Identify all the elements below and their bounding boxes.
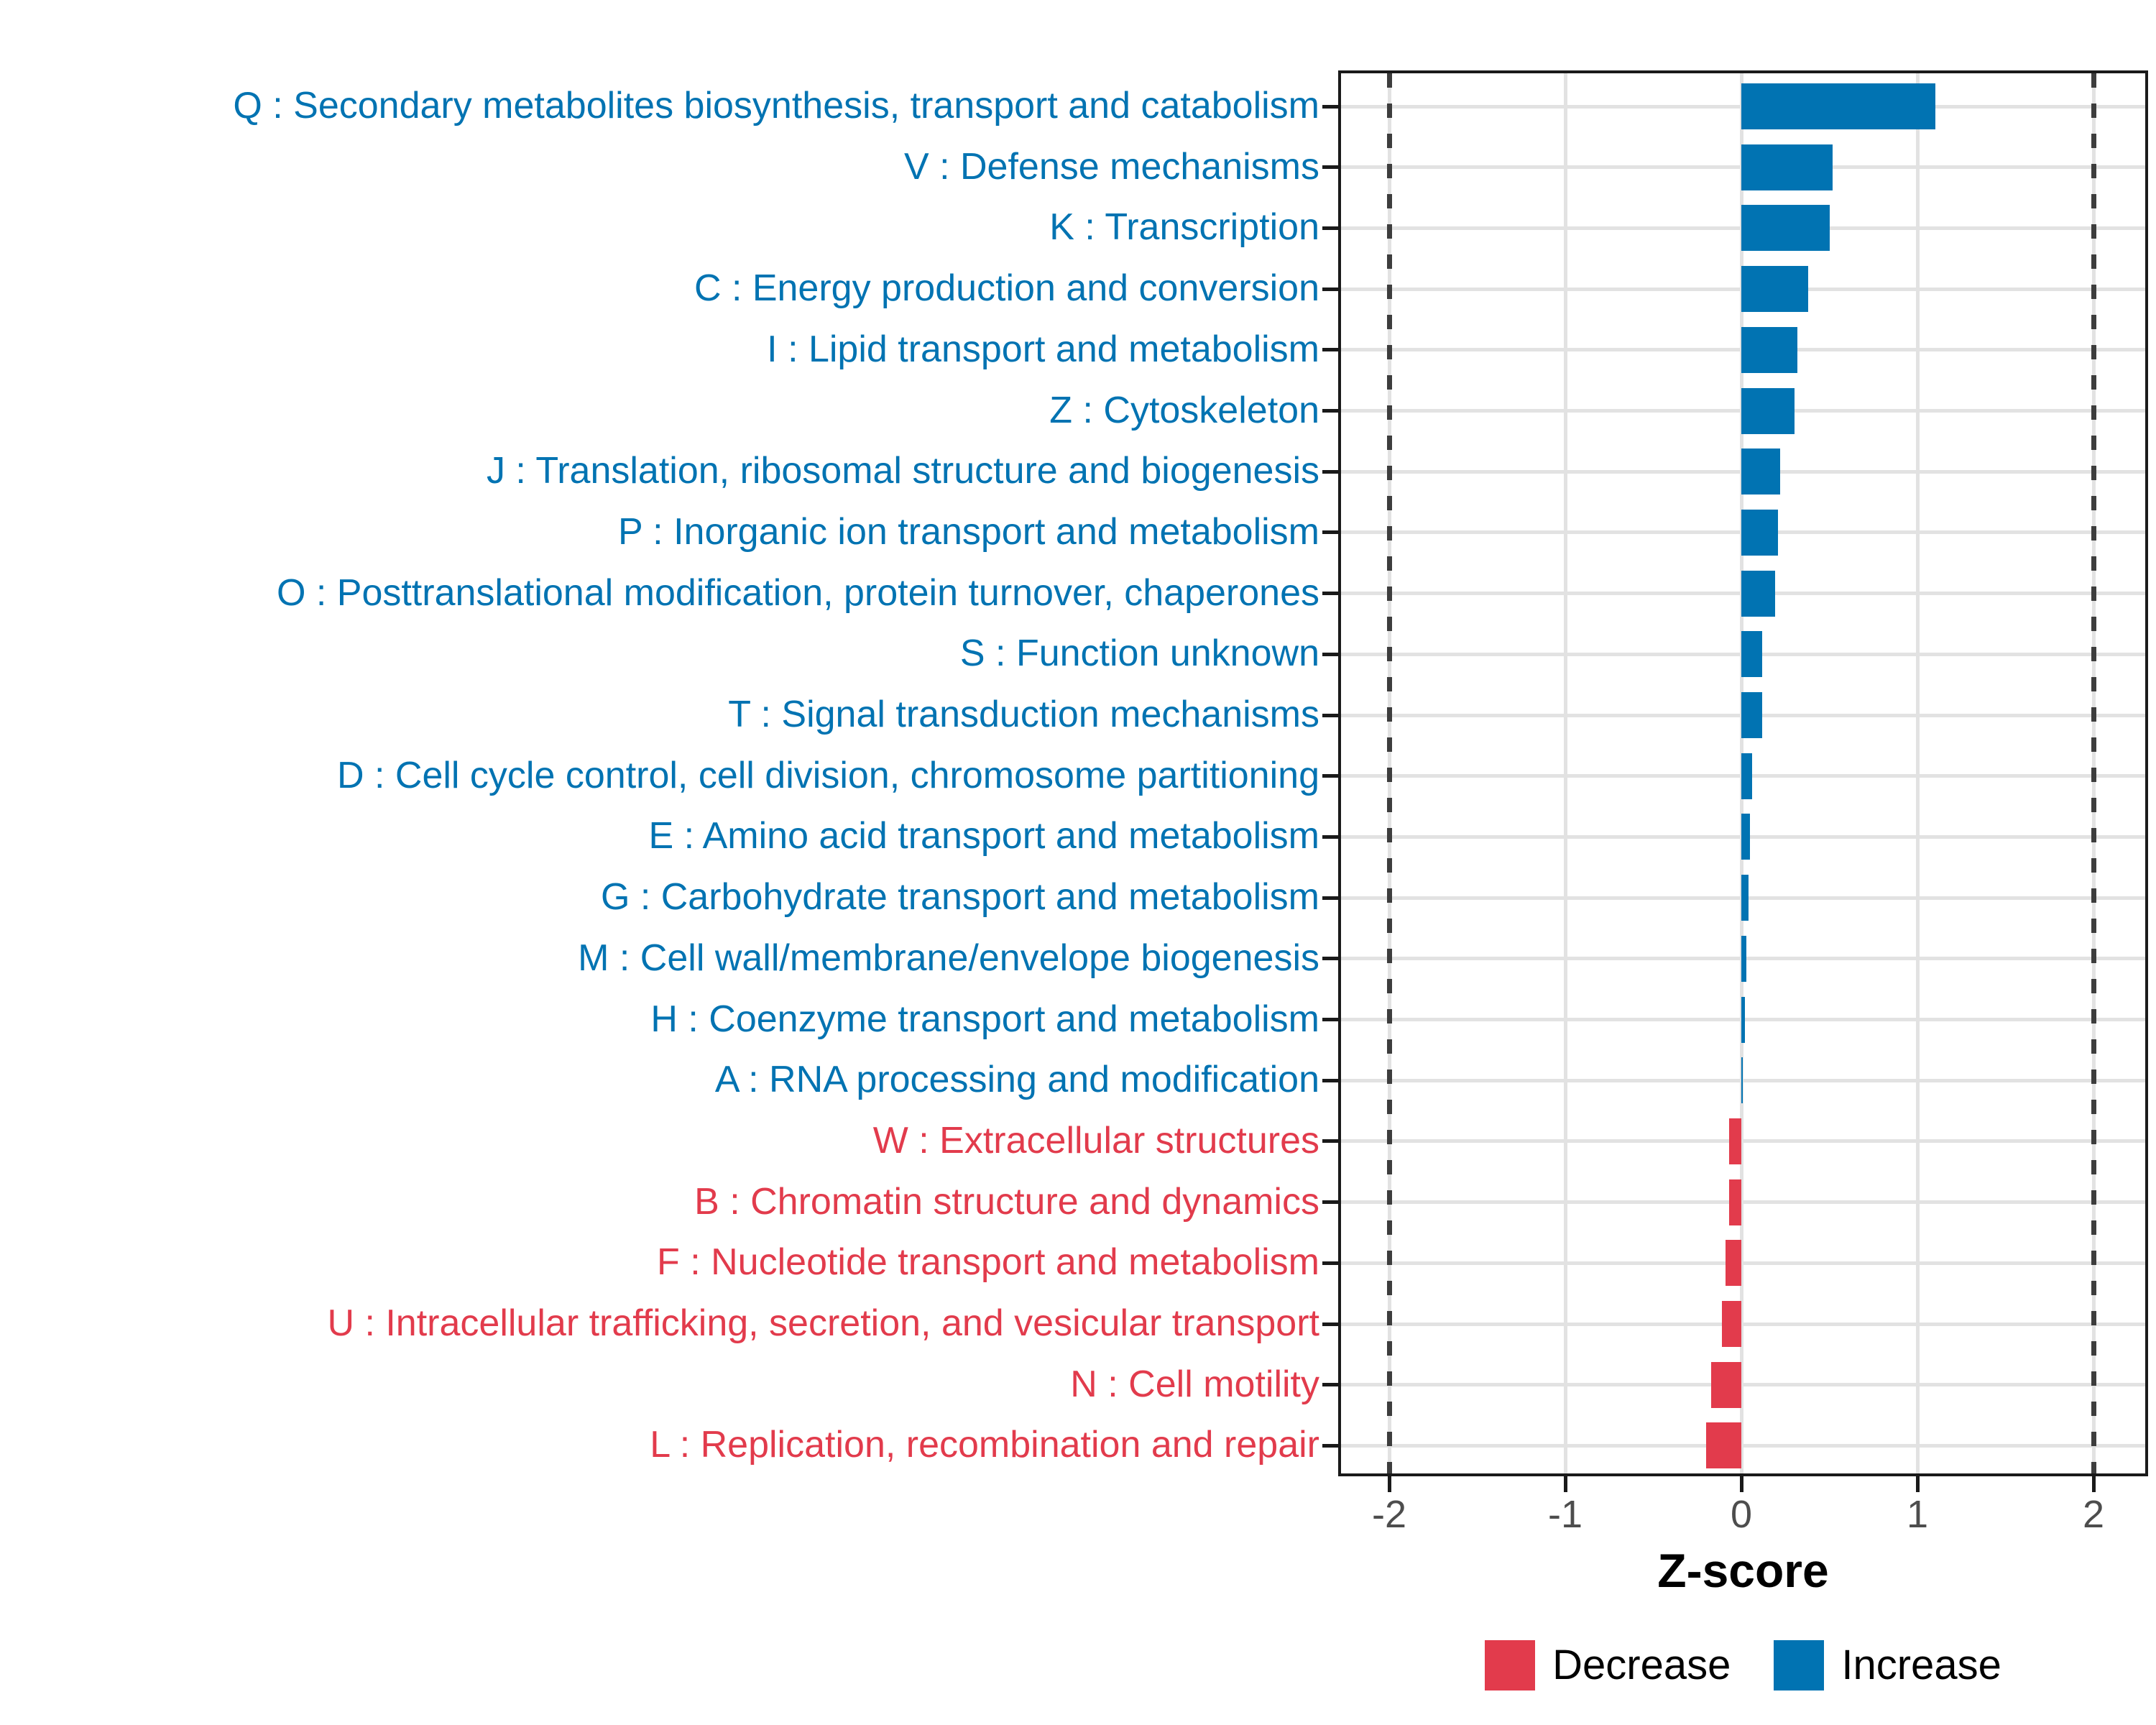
category-label: B : Chromatin structure and dynamics — [694, 1180, 1319, 1223]
y-tick-mark — [1322, 774, 1338, 778]
y-tick-mark — [1322, 1322, 1338, 1326]
x-tick-mark — [2092, 1476, 2096, 1492]
x-tick-mark — [1916, 1476, 1920, 1492]
category-label: F : Nucleotide transport and metabolism — [657, 1241, 1319, 1284]
bar — [1741, 1057, 1743, 1103]
bar — [1741, 83, 1935, 129]
bar — [1741, 388, 1795, 434]
bar — [1741, 205, 1830, 251]
category-label: S : Function unknown — [959, 632, 1319, 675]
reference-line-dashed — [2091, 73, 2096, 1473]
grid-line-horizontal — [1341, 1079, 2145, 1082]
y-tick-mark — [1322, 714, 1338, 717]
category-label: U : Intracellular trafficking, secretion, and vesicular transport — [327, 1302, 1319, 1344]
category-label: T : Signal transduction mechanisms — [728, 693, 1319, 735]
category-label: J : Translation, ribosomal structure and biogenesis — [486, 450, 1319, 492]
y-tick-mark — [1322, 1200, 1338, 1204]
category-label: K : Transcription — [1049, 206, 1319, 249]
bar — [1741, 814, 1750, 860]
legend-swatch-decrease — [1485, 1640, 1535, 1690]
y-tick-mark — [1322, 592, 1338, 595]
bar — [1706, 1422, 1741, 1468]
category-label: C : Energy production and conversion — [694, 267, 1319, 310]
y-tick-mark — [1322, 1139, 1338, 1143]
legend-label-decrease: Decrease — [1552, 1642, 1731, 1688]
x-tick-label: 0 — [1730, 1493, 1753, 1536]
bar — [1741, 144, 1833, 190]
category-label: H : Coenzyme transport and metabolism — [650, 998, 1319, 1040]
grid-line-horizontal — [1341, 1200, 2145, 1204]
grid-line-vertical — [1916, 73, 1920, 1473]
category-label: V : Defense mechanisms — [903, 145, 1319, 188]
category-label: E : Amino acid transport and metabolism — [648, 815, 1319, 857]
grid-line-horizontal — [1341, 1322, 2145, 1326]
bar — [1729, 1118, 1741, 1164]
x-axis-title: Z-score — [1657, 1544, 1829, 1597]
y-tick-mark — [1322, 288, 1338, 291]
y-tick-mark — [1322, 105, 1338, 109]
category-label: A : RNA processing and modification — [714, 1059, 1319, 1101]
legend-label-increase: Increase — [1841, 1642, 2001, 1688]
y-tick-mark — [1322, 1444, 1338, 1448]
x-tick-mark — [1388, 1476, 1391, 1492]
x-tick-label: 1 — [1906, 1493, 1929, 1536]
y-tick-mark — [1322, 835, 1338, 839]
category-label: D : Cell cycle control, cell division, chromosome partitioning — [337, 754, 1319, 796]
y-tick-mark — [1322, 1261, 1338, 1265]
y-tick-mark — [1322, 957, 1338, 960]
category-label: O : Posttranslational modification, protein turnover, chaperones — [276, 571, 1319, 614]
legend — [1338, 1640, 2148, 1690]
bar — [1729, 1179, 1741, 1225]
bar — [1741, 875, 1749, 921]
bar — [1741, 266, 1808, 312]
x-tick-mark — [1740, 1476, 1743, 1492]
bar — [1741, 997, 1745, 1043]
bar — [1722, 1301, 1741, 1347]
category-label: M : Cell wall/membrane/envelope biogenesis — [578, 937, 1319, 979]
category-label: G : Carbohydrate transport and metabolism — [600, 876, 1319, 919]
y-tick-mark — [1322, 1079, 1338, 1082]
y-tick-mark — [1322, 348, 1338, 351]
grid-line-horizontal — [1341, 1261, 2145, 1265]
y-tick-mark — [1322, 226, 1338, 230]
x-tick-mark — [1564, 1476, 1567, 1492]
plot-panel — [1338, 70, 2148, 1476]
category-label: I : Lipid transport and metabolism — [767, 328, 1319, 370]
bar — [1741, 692, 1762, 738]
grid-line-horizontal — [1341, 1383, 2145, 1386]
category-label: L : Replication, recombination and repair — [650, 1424, 1319, 1466]
x-tick-label: 2 — [2082, 1493, 2105, 1536]
bar — [1741, 631, 1762, 677]
x-tick-label: -1 — [1547, 1493, 1583, 1536]
bar — [1741, 327, 1797, 373]
legend-swatch-increase — [1774, 1640, 1824, 1690]
category-label: P : Inorganic ion transport and metabolism — [617, 510, 1319, 553]
category-label: W : Extracellular structures — [872, 1119, 1319, 1162]
category-label: Q : Secondary metabolites biosynthesis, transport and catabolism — [233, 84, 1319, 126]
bar — [1741, 753, 1752, 799]
category-label: Z : Cytoskeleton — [1049, 389, 1319, 431]
grid-line-horizontal — [1341, 1444, 2145, 1448]
bar — [1711, 1362, 1741, 1408]
y-tick-mark — [1322, 530, 1338, 534]
y-tick-mark — [1322, 470, 1338, 474]
y-tick-mark — [1322, 653, 1338, 656]
bar — [1741, 510, 1778, 556]
bar — [1741, 571, 1775, 617]
category-label: N : Cell motility — [1070, 1363, 1319, 1405]
y-tick-mark — [1322, 896, 1338, 900]
x-tick-label: -2 — [1371, 1493, 1406, 1536]
bar — [1741, 448, 1780, 494]
bar — [1741, 936, 1746, 982]
y-tick-mark — [1322, 1018, 1338, 1021]
grid-line-vertical — [1564, 73, 1567, 1473]
y-tick-mark — [1322, 1383, 1338, 1386]
y-tick-mark — [1322, 165, 1338, 169]
bar — [1726, 1240, 1741, 1286]
grid-line-horizontal — [1341, 1139, 2145, 1143]
reference-line-dashed — [1387, 73, 1392, 1473]
y-tick-mark — [1322, 409, 1338, 413]
